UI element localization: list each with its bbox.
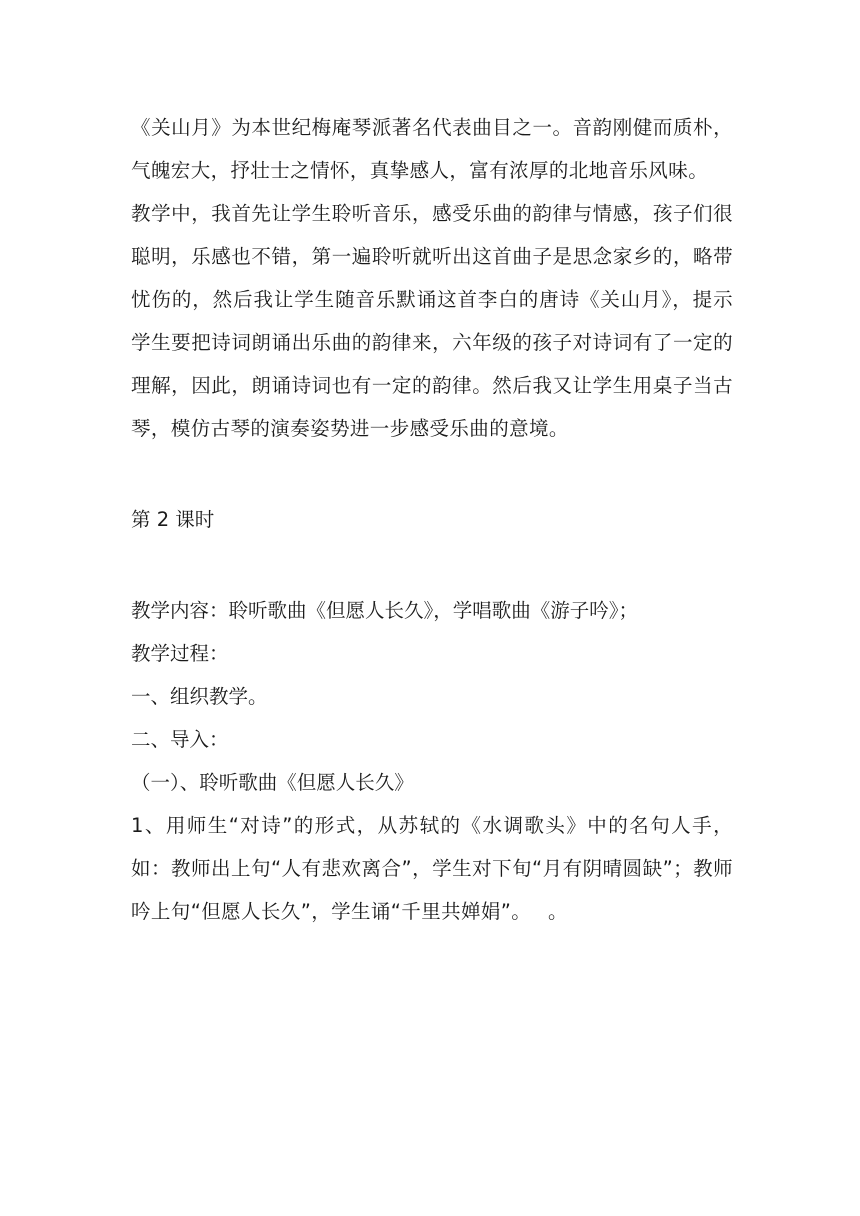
teaching-process-line: 教学过程： bbox=[131, 642, 229, 665]
step-introduction: 二、导入： bbox=[131, 728, 229, 751]
item-dialogue-poem: 1、用师生“对诗”的形式，从苏轼的《水调歌头》中的名句人手，如：教师出上句“人有悲欢离合”，学生对下旬“月有阴晴圆缺”；教师吟上句“但愿人长久”，学生诵“千里共婵娟”。 。 bbox=[131, 814, 733, 923]
intro-paragraph: 《关山月》为本世纪梅庵琴派著名代表曲目之一。音韵刚健而质朴，气魄宏大，抒壮士之情怀，真挚感人，富有浓厚的北地音乐风味。 bbox=[131, 116, 733, 182]
teaching-content-line: 教学内容：聆听歌曲《但愿人长久》，学唱歌曲《游子吟》； bbox=[131, 599, 639, 622]
spacer bbox=[131, 541, 733, 589]
lesson-heading: 第 2 课时 bbox=[131, 508, 215, 531]
sub-step-listen: （一）、聆听歌曲《但愿人长久》 bbox=[131, 771, 414, 794]
teaching-reflection-paragraph: 教学中，我首先让学生聆听音乐，感受乐曲的韵律与情感，孩子们很聪明，乐感也不错，第一遍聆听就听出这首曲子是思念家乡的，略带忧伤的，然后我让学生随音乐默诵这首李白的唐诗《关山月》，提示学生要把诗词朗诵出乐曲的韵律来，六年级的孩子对诗词有了一定的理解，因此，朗诵诗词也有一定的韵律。然后我又让学生用桌子当古琴，模仿古琴的演奏姿势进一步感受乐曲的意境。 bbox=[131, 202, 733, 440]
step-organize: 一、组织教学。 bbox=[131, 685, 268, 708]
document-body bbox=[131, 106, 733, 933]
spacer bbox=[131, 450, 733, 498]
